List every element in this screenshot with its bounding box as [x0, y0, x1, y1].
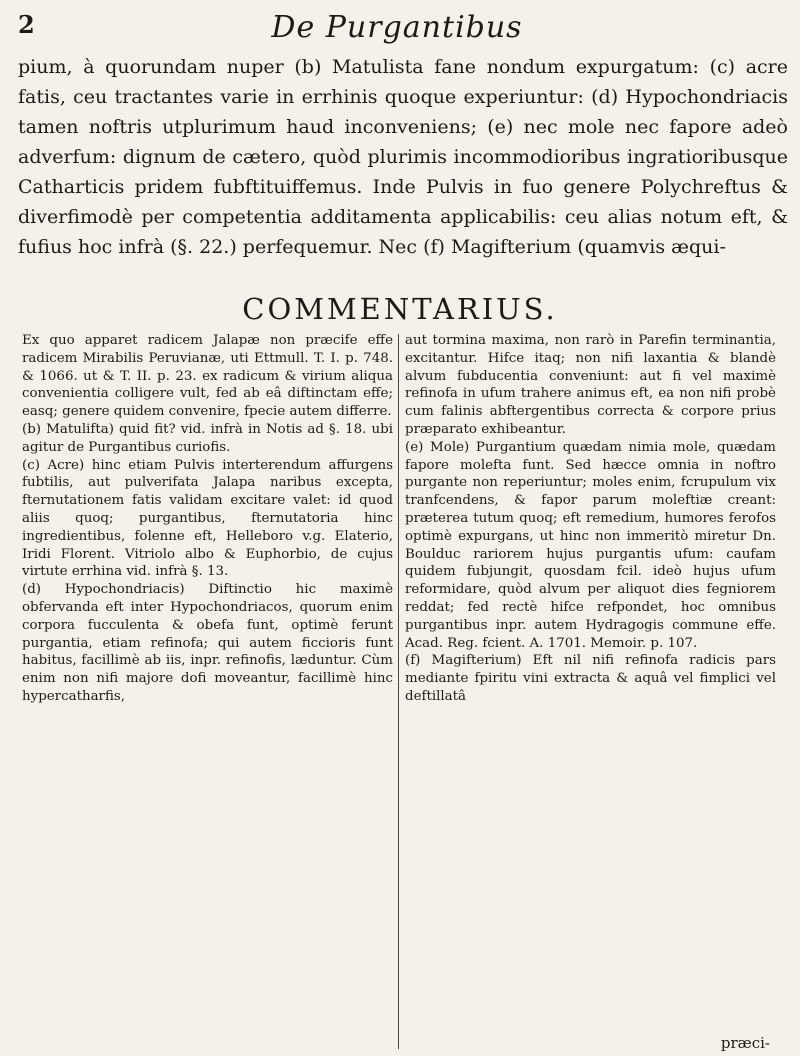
page-header	[18, 10, 776, 50]
commentary-note: (f) Magifterium) Eft nil nifi refinofa radicis pars mediante fpiritu vini extracta & aquâ vel fimplici vel deftillatâ	[405, 653, 776, 704]
main-text	[18, 52, 788, 262]
commentary-note: (d) Hypochondriacis) Diftinctio hic maximè obfervanda eft inter Hypochondriacos, quorum enim corpora fucculenta & obefa funt, optimè ferunt purgantia, etiam refinofa; qui autem ficcioris funt habitus, facillimè ab iis, inpr. refinofis, læduntur. Cùm enim non nifi majore dofi moveantur, facillimè hinc hypercatharfis,	[22, 582, 393, 704]
main-paragraph: pium, à quorundam nuper (b) Matulista fane nondum expurgatum: (c) acre fatis, ceu tractantes varie in errhinis quoque experiuntur: (d) Hypochondriacis tamen noftris utplurimum haud inconveniens; (e) nec mole nec fapore adeò adverfum: dignum de cætero, quòd plurimis incommodioribus ingratioribusque Catharticis pridem fubftituiffemus. Inde Pulvis in fuo genere Polychreftus & diverfimodè per competentia additamenta applicabilis: ceu alias notum eft, & fufius hoc infrà (§. 22.) perfequemur. Nec (f) Magifterium (quamvis æqui-	[18, 56, 788, 258]
commentary-note: (c) Acre) hinc etiam Pulvis interterendum affurgens fubtilis, aut pulverifata Jalapa naribus excepta, fternutationem fatis validam excitare valet: id quod aliis quoq; purgantibus, fternutatoria hinc ingredientibus, folenne eft, Helleboro v.g. Elaterio, Iridi Florent. Vitriolo albo & Euphorbio, de cujus virtute errhina vid. infrà §. 13.	[22, 457, 393, 580]
commentary-note: (b) Matulifta) quid fit? vid. infrà in Notis ad §. 18. ubi agitur de Purgantibus curiofis.	[22, 421, 393, 455]
commentary-left-column	[22, 332, 393, 1052]
column-divider	[398, 334, 399, 1049]
commentary-heading: COMMENTARIUS.	[242, 292, 558, 326]
commentary-right-column	[405, 332, 776, 1052]
commentary-note: aut tormina maxima, non rarò in Parefin terminantia, excitantur. Hifce itaq; non nifi laxantia & blandè alvum fubducentia conveniunt: aut fi vel maximè refinofa in ufum trahere animus eft, ea non nifi probè cum falinis abftergentibus correcta & corpore prius præparato exhibeantur.	[405, 333, 776, 437]
page-number: 2	[18, 10, 35, 39]
commentary-note: (e) Mole) Purgantium quædam nimia mole, quædam fapore molefta funt. Sed hæcce omnia in noftro purgante non reperiuntur; moles enim, fcrupulum vix tranfcendens, & fapor parum moleftiæ creant: præterea tutum quoq; eft remedium, humores ferofos optimè expurgans, ut hinc non immeritò miretur Dn. Boulduc rariorem hujus purgantis ufum: caufam quidem fubjungit, quosdam fcil. ideò hujus ufum reformidare, quòd alvum per aliquot dies fegniorem reddat; fed rectè hifce refpondet, hoc omnibus purgantibus inpr. autem Hydragogis commune effe. Acad. Reg. fcient. A. 1701. Memoir. p. 107.	[405, 439, 776, 651]
catchword: præci-	[720, 1034, 770, 1052]
commentary-note: Ex quo apparet radicem Jalapæ non præcife effe radicem Mirabilis Peruvianæ, uti Ettmull. T. I. p. 748. & 1066. ut & T. II. p. 23. ex radicum & virium aliqua convenientia colligere vult, fed ab eâ diftinctam effe; easq; genere quidem convenire, fpecie autem differre.	[22, 333, 393, 420]
commentary-columns	[22, 332, 792, 1052]
running-title: De Purgantibus	[271, 10, 523, 45]
